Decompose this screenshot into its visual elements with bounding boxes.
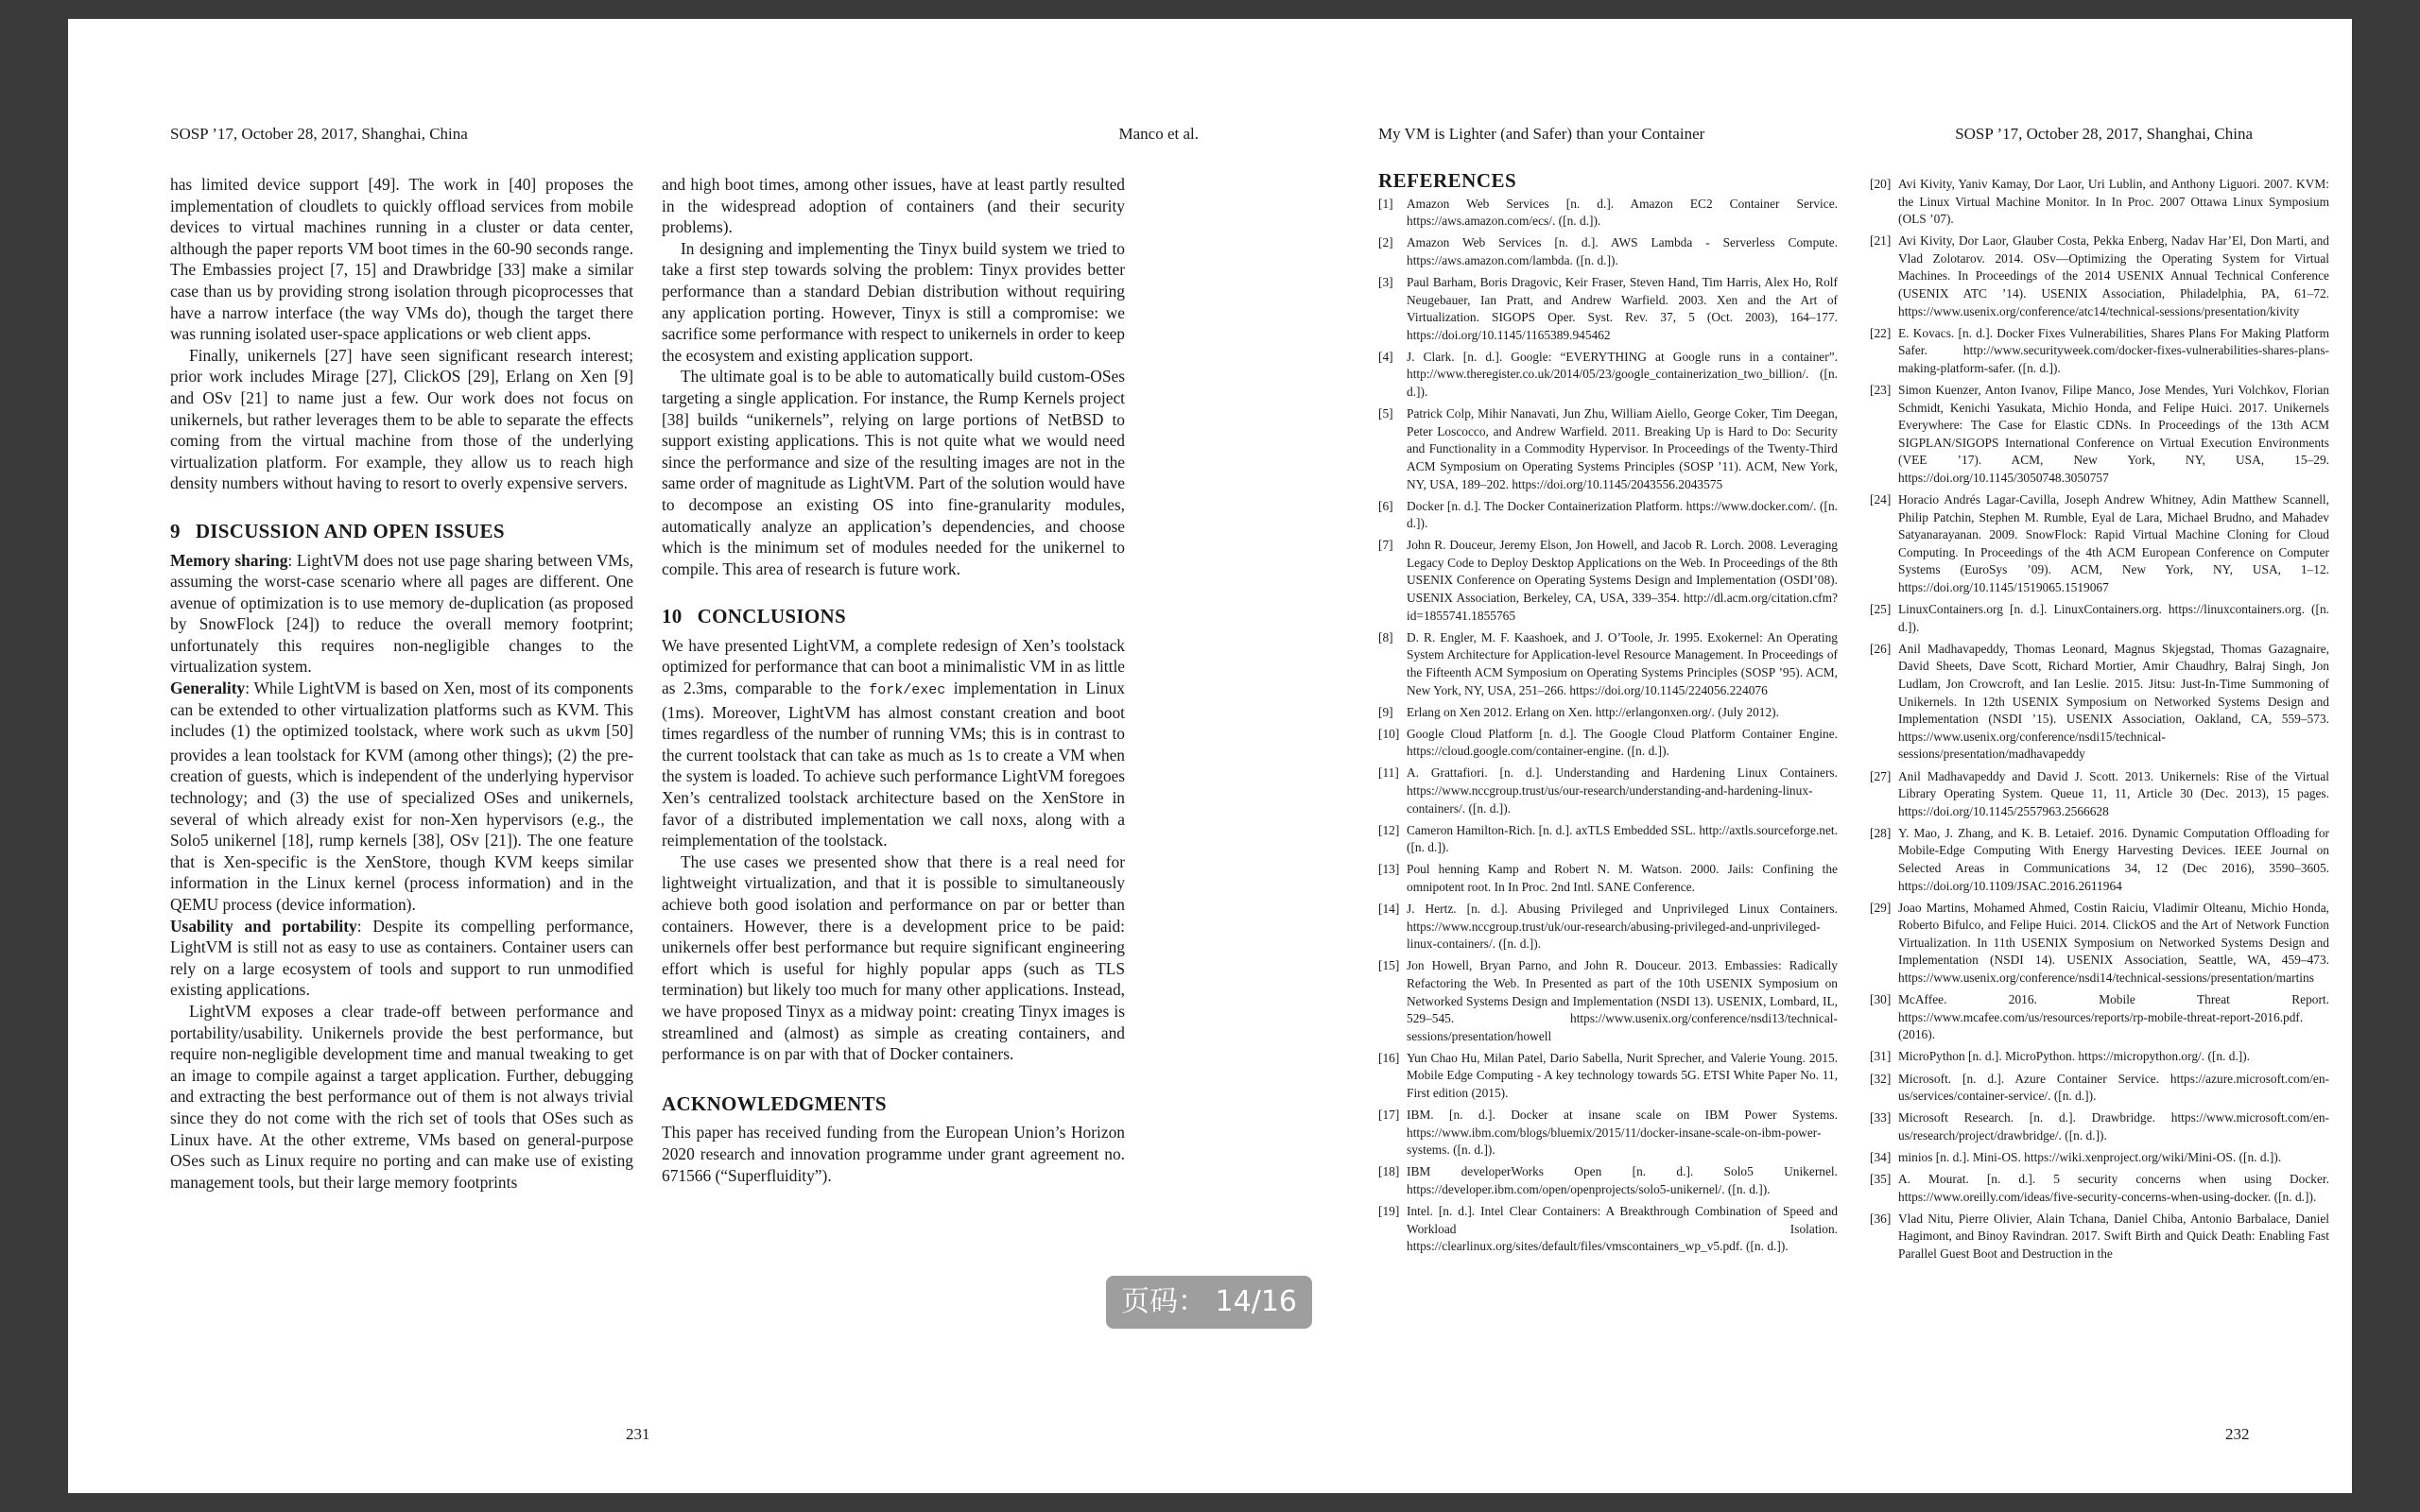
reference-item	[1378, 901, 1838, 954]
references-column-1	[1378, 169, 1838, 1260]
running-head-authors: Manco et al.	[1118, 125, 1199, 143]
reference-text: Microsoft Research. [n. d.]. Drawbridge. https://www.microsoft.com/en-us/research/project/drawbridge/. ([n. d.]).	[1898, 1110, 2329, 1143]
reference-item	[1870, 1048, 2329, 1066]
reference-text: E. Kovacs. [n. d.]. Docker Fixes Vulnerabilities, Shares Plans For Making Platform Safer. http://www.securityweek.com/docker-fixes-vulnerabilities-shares-plans-making-platform-safer. ([n. d.]).	[1898, 325, 2329, 375]
reference-number: [27]	[1870, 768, 1892, 783]
reference-item	[1870, 991, 2329, 1044]
text-column-1	[170, 174, 633, 1193]
reference-number: [29]	[1870, 900, 1892, 915]
run-in-heading: Generality	[170, 679, 246, 698]
paragraph: has limited device support [49]. The work in [40] proposes the implementation of cloudlets to quickly offload services from mobile devices to virtual machines running in a cluster or data center, although the paper reports VM boot times in the 60-90 seconds range. The Embassies project [7, 15] and Drawbridge [33] make a similar case than us by providing strong isolation through picoprocesses that have a narrow interface (the way VMs do), though the target there was running isolated user-space applications or web client apps.	[170, 175, 633, 344]
reference-item	[1870, 176, 2329, 229]
reference-text: Intel. [n. d.]. Intel Clear Containers: A Breakthrough Combination of Speed and Workload Isolation. https://clearlinux.org/sites/default/files/vmscontainers_wp_v5.pdf. ([n. d.]).	[1407, 1204, 1838, 1254]
section-title: DISCUSSION AND OPEN ISSUES	[195, 519, 505, 542]
reference-text: MicroPython [n. d.]. MicroPython. https://micropython.org/. ([n. d.]).	[1898, 1049, 2251, 1064]
reference-item	[1378, 405, 1838, 493]
reference-number: [14]	[1378, 902, 1400, 917]
reference-number: [10]	[1378, 726, 1400, 741]
reference-item	[1378, 537, 1838, 625]
page-indicator-overlay: 页码： 14/16	[1106, 1276, 1312, 1329]
reference-text: Yun Chao Hu, Milan Patel, Dario Sabella, Nurit Sprecher, and Valerie Young. 2015. Mobile Edge Computing - A key technology towards 5G. ETSI White Paper No. 11, First edition (2015).	[1407, 1050, 1838, 1100]
reference-item	[1870, 382, 2329, 488]
reference-item	[1870, 768, 2329, 821]
reference-number: [22]	[1870, 325, 1892, 340]
reference-text: John R. Douceur, Jeremy Elson, Jon Howell, and Jacob R. Lorch. 2008. Leveraging Legacy Code to Deploy Desktop Applications on the Web. In Proceedings of the 8th USENIX Conference on Operating Systems Design and Implementation (OSDI’08). USENIX Association, Berkeley, CA, USA, 339–354. http://dl.acm.org/citation.cfm?id=1855741.1855765	[1407, 538, 1838, 623]
reference-number: [33]	[1870, 1110, 1892, 1125]
code-text: fork/exec	[869, 682, 946, 699]
code-text: ukvm	[565, 725, 600, 742]
run-in-heading: Memory sharing	[170, 550, 288, 570]
page-232	[1210, 19, 2352, 1493]
page-number: 232	[2225, 1425, 2250, 1443]
paragraph-text: : Despite its compelling performance, LightVM is still not as easy to use as containers. Container users can rely on a large ecosystem of tools and support to run unmodified existing applications.	[170, 916, 633, 1000]
reference-list	[1378, 196, 1838, 1256]
reference-text: Jon Howell, Bryan Parno, and John R. Douceur. 2013. Embassies: Radically Refactoring the Web. In Presented as part of the 10th USENIX Symposium on Networked Systems Design and Implementation (NSDI 13). USENIX, Lombard, IL, 529–545. https://www.usenix.org/conference/nsdi13/technical-sessions/presentation/howell	[1407, 958, 1838, 1043]
reference-item	[1378, 1203, 1838, 1256]
section-heading-acknowledgments: ACKNOWLEDGMENTS	[662, 1091, 887, 1115]
reference-number: [9]	[1378, 704, 1393, 719]
paragraph-generality	[170, 678, 633, 916]
paragraph-acknowledgments: This paper has received funding from the European Union’s Horizon 2020 research and innovation programme under grant agreement no. 671566 (“Superfluidity”).	[662, 1123, 1125, 1185]
reference-item	[1870, 325, 2329, 378]
reference-number: [36]	[1870, 1211, 1892, 1226]
running-head-title: My VM is Lighter (and Safer) than your Container	[1378, 125, 1705, 143]
reference-number: [12]	[1378, 822, 1400, 837]
reference-number: [1]	[1378, 196, 1393, 211]
reference-number: [24]	[1870, 492, 1892, 507]
reference-item	[1378, 726, 1838, 761]
reference-item	[1870, 232, 2329, 320]
section-heading-10	[662, 606, 1125, 627]
reference-number: [32]	[1870, 1071, 1892, 1086]
reference-item	[1870, 491, 2329, 597]
reference-text: D. R. Engler, M. F. Kaashoek, and J. O’Toole, Jr. 1995. Exokernel: An Operating System Architecture for Application-level Resource Management. In Proceedings of the Fifteenth ACM Symposium on Operating Systems Principles (SOSP ’95). ACM, New York, NY, USA, 251–266. https://doi.org/10.1145/224056.224076	[1407, 629, 1838, 697]
reference-text: IBM developerWorks Open [n. d.]. Solo5 Unikernel. https://developer.ibm.com/open/openprojects/solo5-unikernel/. ([n. d.]).	[1407, 1164, 1838, 1196]
reference-text: Docker [n. d.]. The Docker Containerization Platform. https://www.docker.com/. ([n. d.]).	[1407, 498, 1838, 531]
reference-text: Paul Barham, Boris Dragovic, Keir Fraser, Steven Hand, Tim Harris, Alex Ho, Rolf Neugebauer, Ian Pratt, and Andrew Warfield. 2003. Xen and the Art of Virtualization. SIGOPS Oper. Syst. Rev. 37, 5 (Oct. 2003), 164–177. https://doi.org/10.1145/1165389.945462	[1407, 274, 1838, 342]
reference-text: Amazon Web Services [n. d.]. AWS Lambda - Serverless Compute. https://aws.amazon.com/lambda. ([n. d.]).	[1407, 235, 1838, 267]
section-number: 10	[662, 605, 683, 628]
paragraph-text: : LightVM does not use page sharing between VMs, assuming the worst-case scenario where all pages are different. One avenue of optimization is to use memory de-duplication (as proposed by SnowFlock [24]) to reduce the overall memory footprint; unfortunately this requires non-negligible changes to the virtualization system.	[170, 550, 633, 677]
paragraph-text: We have presented LightVM, a complete redesign of Xen’s toolstack optimized for performance that can boot a minimalistic VM in as little as 2.3ms, comparable to the	[662, 635, 1125, 698]
reference-number: [8]	[1378, 629, 1393, 644]
references-column-2	[1870, 176, 2329, 1267]
reference-text: Google Cloud Platform [n. d.]. The Google Cloud Platform Container Engine. https://cloud.google.com/container-engine. ([n. d.]).	[1407, 726, 1838, 759]
reference-number: [30]	[1870, 992, 1892, 1007]
reference-text: Patrick Colp, Mihir Nanavati, Jun Zhu, William Aiello, George Coker, Tim Deegan, Peter Loscocco, and Andrew Warfield. 2011. Breaking Up is Hard to Do: Security and Functionality in a Commodity Hypervisor. In Proceedings of the Twenty-Third ACM Symposium on Operating Systems Principles (SOSP ’11). ACM, New York, NY, USA, 189–202. https://doi.org/10.1145/2043556.2043575	[1407, 406, 1838, 491]
paragraph-text: [50] provides a lean toolstack for KVM (among other things); (2) the pre-creation of guests, which is independent of the underlying hypervisor technology; and (3) the use of specialized OSes and unikernels, several of which already exist for non-Xen hypervisors (e.g., the Solo5 unikernel [18], rump kernels [38], OSv [21]). The one feature that is Xen-specific is the XenStore, though KVM keeps similar information in the Linux kernel (process information) and in the QEMU process (device information).	[170, 721, 633, 914]
reference-number: [5]	[1378, 406, 1393, 421]
reference-number: [2]	[1378, 235, 1393, 250]
reference-item	[1870, 641, 2329, 764]
reference-number: [20]	[1870, 177, 1892, 191]
reference-item	[1378, 629, 1838, 699]
page-number: 231	[626, 1425, 650, 1443]
reference-number: [16]	[1378, 1050, 1400, 1065]
section-title: CONCLUSIONS	[697, 605, 846, 628]
reference-text: Poul henning Kamp and Robert N. M. Watson. 2000. Jails: Confining the omnipotent root. In In Proc. 2nd Intl. SANE Conference.	[1407, 862, 1838, 894]
reference-text: J. Clark. [n. d.]. Google: “EVERYTHING at Google runs in a container”. http://www.theregister.co.uk/2014/05/23/google_containerization_two_billion/. ([n. d.]).	[1407, 349, 1838, 400]
reference-text: Y. Mao, J. Zhang, and K. B. Letaief. 2016. Dynamic Computation Offloading for Mobile-Edge Computing With Energy Harvesting Devices. IEEE Journal on Selected Areas in Communications 34, 12 (Dec 2016), 3590–3605. https://doi.org/10.1109/JSAC.2016.2611964	[1898, 825, 2329, 893]
reference-item	[1378, 234, 1838, 269]
reference-item	[1378, 704, 1838, 722]
reference-text: Microsoft. [n. d.]. Azure Container Service. https://azure.microsoft.com/en-us/services/container-service/. ([n. d.]).	[1898, 1071, 2329, 1104]
reference-item	[1870, 1211, 2329, 1263]
reference-item	[1870, 1171, 2329, 1206]
reference-list	[1870, 176, 2329, 1263]
reference-text: Anil Madhavapeddy, Thomas Leonard, Magnus Skjegstad, Thomas Gazagnaire, David Sheets, Dave Scott, Richard Mortier, Amir Chaudhry, Balraj Singh, Jon Ludlam, Jon Crowcroft, and Ian Leslie. 2015. Jitsu: Just-In-Time Summoning of Unikernels. In 12th USENIX Symposium on Networked Systems Design and Implementation (NSDI ’15). USENIX Association, Oakland, CA, 559–573. https://www.usenix.org/conference/nsdi15/technical-sessions/presentation/madhavapeddy	[1898, 641, 2329, 762]
reference-number: [25]	[1870, 602, 1892, 617]
reference-text: J. Hertz. [n. d.]. Abusing Privileged and Unprivileged Linux Containers. https://www.nccgroup.trust/uk/our-research/abusing-privileged-and-unprivileged-linux-containers/. ([n. d.]).	[1407, 902, 1838, 952]
reference-text: Anil Madhavapeddy and David J. Scott. 2013. Unikernels: Rise of the Virtual Library Operating System. Queue 11, 11, Article 30 (Dec. 2013), 15 pages. https://doi.org/10.1145/2557963.2566628	[1898, 768, 2329, 818]
reference-item	[1378, 861, 1838, 896]
paragraph: Finally, unikernels [27] have seen significant research interest; prior work includes Mirage [27], ClickOS [29], Erlang on Xen [9] and OSv [21] to name just a few. Our work does not focus on unikernels, but rather leverages them to be able to separate the effects coming from the virtual machine from those of the underlying virtualization platform. For example, they allow us to reach high density numbers without having to resort to overly expensive servers.	[170, 345, 633, 493]
reference-text: Joao Martins, Mohamed Ahmed, Costin Raiciu, Vladimir Olteanu, Michio Honda, Roberto Bifulco, and Felipe Huici. 2014. ClickOS and the Art of Network Function Virtualization. In 11th USENIX Symposium on Networked Systems Design and Implementation (NSDI 14). USENIX Association, Seattle, WA, 459–473. https://www.usenix.org/conference/nsdi14/technical-sessions/presentation/martins	[1898, 900, 2329, 986]
reference-item	[1378, 1050, 1838, 1103]
reference-text: McAffee. 2016. Mobile Threat Report. https://www.mcafee.com/us/resources/reports/rp-mobile-threat-report-2016.pdf. (2016).	[1898, 992, 2329, 1042]
page-231	[68, 19, 1210, 1493]
paragraph-text: : While LightVM is based on Xen, most of its components can be extended to other virtualization platforms such as KVM. This includes (1) the optimized toolstack, where work such as	[170, 679, 633, 741]
references-heading: REFERENCES	[1378, 169, 1517, 192]
reference-text: Amazon Web Services [n. d.]. Amazon EC2 Container Service. https://aws.amazon.com/ecs/. ([n. d.]).	[1407, 196, 1838, 229]
paragraph-text: implementation in Linux (1ms). Moreover, LightVM has almost constant creation and boot times regardless of the number of running VMs; this is in contrast to the current toolstack that can take as much as 1s to create a VM when the system is loaded. To achieve such performance LightVM foregoes Xen’s centralized toolstack architecture based on the XenStore in favor of a distributed implementation we call noxs, along with a reimplementation of the toolstack.	[662, 679, 1125, 850]
reference-number: [13]	[1378, 862, 1400, 877]
reference-item	[1378, 349, 1838, 402]
paragraph-memory-sharing	[170, 550, 633, 679]
reference-text: Avi Kivity, Dor Laor, Glauber Costa, Pekka Enberg, Nadav Har’El, Don Marti, and Vlad Zolotarov. 2014. OSv—Optimizing the Operating System for Virtual Machines. In Proceedings of the 2014 USENIX Annual Technical Conference (USENIX ATC ’14). USENIX Association, Philadelphia, PA, 61–72. https://www.usenix.org/conference/atc14/technical-sessions/presentation/kivity	[1898, 233, 2329, 318]
running-head-venue: SOSP ’17, October 28, 2017, Shanghai, China	[1955, 125, 2253, 143]
reference-number: [15]	[1378, 958, 1400, 973]
reference-number: [3]	[1378, 274, 1393, 289]
reference-text: Vlad Nitu, Pierre Olivier, Alain Tchana, Daniel Chiba, Antonio Barbalace, Daniel Hagimont, and Binoy Ravindran. 2017. Swift Birth and Quick Death: Enabling Fast Parallel Guest Boot and Destruction in the	[1898, 1211, 2329, 1261]
reference-text: Simon Kuenzer, Anton Ivanov, Filipe Manco, Jose Mendes, Yuri Volchkov, Florian Schmidt, Kenichi Yasukata, Michio Honda, and Felipe Huici. 2017. Unikernels Everywhere: The Case for Elastic CDNs. In Proceedings of the 13th ACM SIGPLAN/SIGOPS International Conference on Virtual Execution Environments (VEE ’17). ACM, New York, NY, USA, 15–29. https://doi.org/10.1145/3050748.3050757	[1898, 383, 2329, 485]
reference-text: LinuxContainers.org [n. d.]. LinuxContainers.org. https://linuxcontainers.org. ([n. d.]).	[1898, 602, 2329, 634]
reference-item	[1378, 196, 1838, 231]
reference-number: [19]	[1378, 1204, 1400, 1219]
reference-number: [7]	[1378, 538, 1393, 553]
reference-number: [21]	[1870, 233, 1892, 249]
paragraph-conclusions	[662, 635, 1125, 851]
reference-item	[1870, 900, 2329, 988]
reference-item	[1378, 765, 1838, 817]
reference-number: [23]	[1870, 383, 1892, 398]
reference-text: Avi Kivity, Yaniv Kamay, Dor Laor, Uri Lublin, and Anthony Liguori. 2007. KVM: the Linux Virtual Machine Monitor. In In Proc. 2007 Ottawa Linux Symposium (OLS ’07).	[1898, 177, 2329, 227]
reference-item	[1378, 957, 1838, 1045]
reference-item	[1378, 498, 1838, 533]
reference-text: minios [n. d.]. Mini-OS. https://wiki.xenproject.org/wiki/Mini-OS. ([n. d.]).	[1898, 1149, 2282, 1164]
reference-number: [35]	[1870, 1171, 1892, 1186]
reference-number: [31]	[1870, 1049, 1892, 1064]
reference-text: Erlang on Xen 2012. Erlang on Xen. http://erlangonxen.org/. (July 2012).	[1407, 704, 1779, 719]
run-in-heading: Usability and portability	[170, 916, 357, 936]
reference-item	[1870, 1071, 2329, 1106]
reference-number: [4]	[1378, 349, 1393, 364]
paragraph: and high boot times, among other issues, have at least partly resulted in the widespread adoption of containers (and their security problems).	[662, 175, 1125, 237]
running-head-venue: SOSP ’17, October 28, 2017, Shanghai, China	[170, 125, 468, 143]
reference-number: [26]	[1870, 641, 1892, 656]
paragraph: The ultimate goal is to be able to automatically build custom-OSes targeting a single application. For instance, the Rump Kernels project [38] builds “unikernels”, relying on large portions of NetBSD to support existing applications. This is not quite what we would need since the performance and size of the resulting images are not in the same order of magnitude as LightVM. Part of the solution would have to decompose an existing OS into fine-granularity modules, automatically analyze an application’s dependencies, and choose which is the minimum set of modules needed for the unikernel to compile. This area of research is future work.	[662, 367, 1125, 578]
reference-number: [18]	[1378, 1164, 1400, 1179]
reference-number: [28]	[1870, 825, 1892, 840]
page-spread	[68, 19, 2352, 1493]
reference-item	[1870, 1109, 2329, 1144]
reference-text: Cameron Hamilton-Rich. [n. d.]. axTLS Embedded SSL. http://axtls.sourceforge.net. ([n. d.]).	[1407, 822, 1838, 855]
reference-item	[1378, 1163, 1838, 1198]
reference-item	[1870, 825, 2329, 895]
reference-number: [6]	[1378, 498, 1393, 513]
reference-item	[1870, 601, 2329, 636]
text-column-2	[662, 174, 1125, 1186]
reference-item	[1378, 1107, 1838, 1160]
section-number: 9	[170, 519, 181, 542]
reference-item	[1378, 822, 1838, 857]
paragraph: The use cases we presented show that there is a real need for lightweight virtualization, and that it is possible to simultaneously achieve both good isolation and performance on par or better than containers. However, there is a development price to be paid: unikernels offer best performance but require significant engineering effort which is useful for highly popular apps (such as TLS termination) but likely too much for many other applications. Instead, we have proposed Tinyx as a midway point: creating Tinyx images is streamlined and (almost) as simple as creating containers, and performance is on par with that of Docker containers.	[662, 851, 1125, 1064]
reference-text: A. Mourat. [n. d.]. 5 security concerns when using Docker. https://www.oreilly.com/ideas/five-security-concerns-when-using-docker. ([n. d.]).	[1898, 1171, 2329, 1204]
reference-number: [17]	[1378, 1108, 1400, 1123]
section-heading-9	[170, 521, 633, 542]
paragraph: In designing and implementing the Tinyx build system we tried to take a first step towards solving the problem: Tinyx provides better performance than a standard Debian distribution without requiring any application porting. However, Tinyx is still a compromise: we sacrifice some performance with respect to unikernels in order to keep the ecosystem and existing application support.	[662, 238, 1125, 365]
reference-number: [11]	[1378, 765, 1399, 781]
reference-item	[1378, 274, 1838, 344]
reference-number: [34]	[1870, 1149, 1892, 1164]
reference-item	[1870, 1149, 2329, 1167]
reference-text: A. Grattafiori. [n. d.]. Understanding and Hardening Linux Containers. https://www.nccgroup.trust/us/our-research/understanding-and-hardening-linux-containers/. ([n. d.]).	[1407, 765, 1838, 816]
reference-text: IBM. [n. d.]. Docker at insane scale on IBM Power Systems. https://www.ibm.com/blogs/bluemix/2015/11/docker-insane-scale-on-ibm-power-systems. ([n. d.]).	[1407, 1108, 1838, 1158]
paragraph: LightVM exposes a clear trade-off between performance and portability/usability. Unikernels provide the best performance, but require non-negligible development time and manual tweaking to get an image to compile against a target application. Further, debugging and extracting the best performance out of them is not always trivial since they do not come with the rich set of tools that OSes such as Linux have. At the other extreme, VMs based on general-purpose OSes such as Linux require no porting and can make use of existing management tools, but their large memory footprints	[170, 1001, 633, 1192]
paragraph-usability	[170, 916, 633, 1001]
reference-text: Horacio Andrés Lagar-Cavilla, Joseph Andrew Whitney, Adin Matthew Scannell, Philip Patchin, Stephen M. Rumble, Eyal de Lara, Michael Brudno, and Mahadev Satyanarayanan. 2009. SnowFlock: Rapid Virtual Machine Cloning for Cloud Computing. In Proceedings of the 4th ACM European Conference on Computer Systems (EuroSys ’09). ACM, New York, NY, USA, 1–12. https://doi.org/10.1145/1519065.1519067	[1898, 492, 2329, 595]
